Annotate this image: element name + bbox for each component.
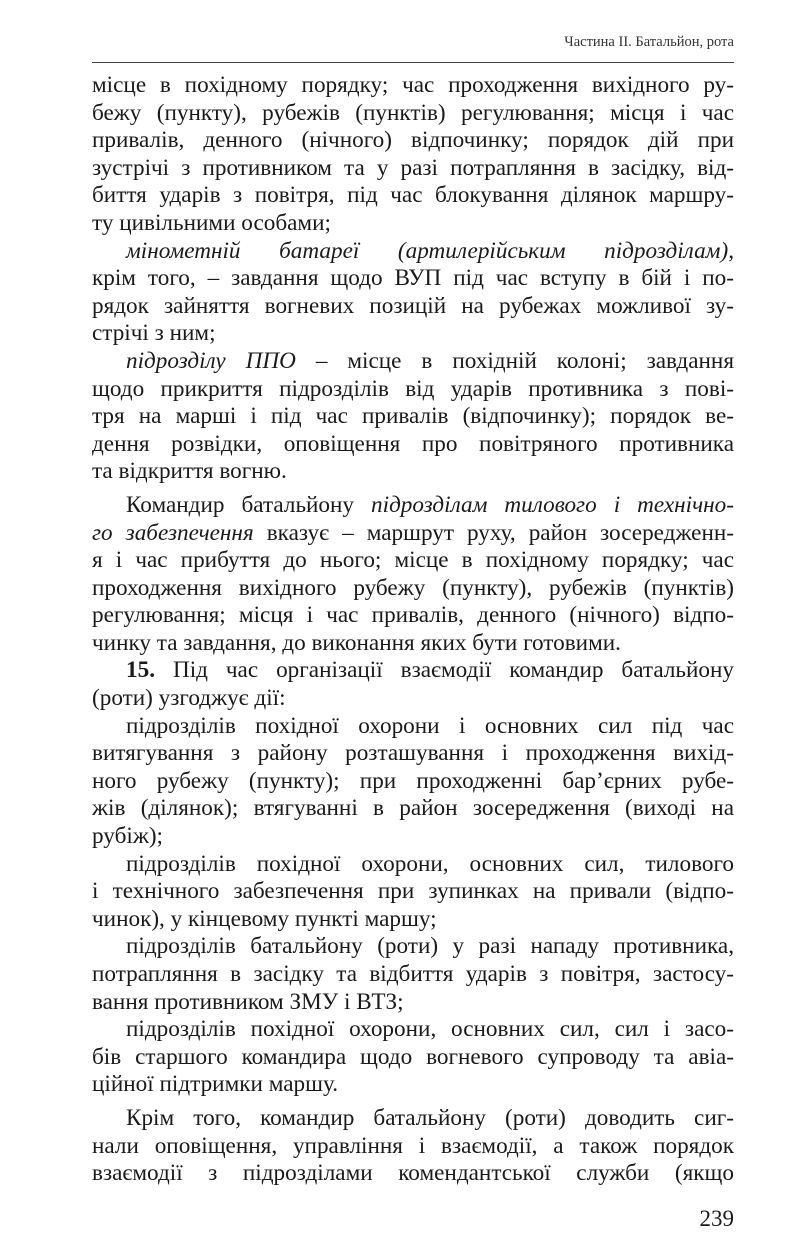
text-line: взаємодії з підрозділами комендантської служби (якщо: [92, 1160, 734, 1187]
text-line: жів (ділянок); втягуванні в район зосередження (виході на: [92, 795, 734, 822]
body-text: [92, 72, 734, 1188]
italic-run: підрозділу ППО: [126, 347, 296, 374]
text-line: рядок зайняття вогневих позицій на рубежах можливої зу-: [92, 292, 734, 319]
text-line: стрічі з ним;: [92, 320, 216, 347]
text-line: я і час прибуття до нього; місце в похідному порядку; час: [92, 547, 734, 574]
italic-run: мінометній батареї (артилерійським підрозділам),: [126, 237, 734, 264]
text-run: Під час організації взаємодії командир батальйону: [154, 657, 734, 684]
text-line: ту цивільними особами;: [92, 209, 331, 236]
text-line: чинок), у кінцевому пункті маршу;: [92, 905, 437, 932]
text-line: (роти) узгоджує дії:: [92, 685, 286, 712]
text-line: [92, 238, 734, 266]
header-rule: [92, 62, 734, 63]
text-line: [92, 492, 734, 520]
text-line: [92, 657, 734, 685]
text-line: бежу (пункту), рубежів (пунктів) регулювання; місця і час: [92, 99, 734, 126]
text-line: щодо прикриття підрозділів від ударів противника з пові-: [92, 375, 734, 402]
page-number: 239: [699, 1206, 734, 1231]
text-line: проходження вихідного рубежу (пункту), рубежів (пунктів): [92, 574, 734, 601]
text-line: биття ударів з повітря, під час блокування ділянок маршру-: [92, 182, 734, 209]
text-line: та відкриття вогню.: [92, 458, 287, 485]
text-line: [92, 348, 734, 376]
text-line: підрозділів похідної охорони і основних сил під час: [126, 712, 734, 739]
text-line: підрозділів похідної охорони, основних сил, сил і засо-: [126, 1016, 734, 1043]
text-line: потрапляння в засідку та відбиття ударів з повітря, застосу-: [92, 961, 734, 987]
text-line: витягування з району розташування і проходження вихід-: [92, 740, 734, 767]
text-line: Крім того, командир батальйону (роти) доводить сиг-: [126, 1104, 734, 1131]
text-line: ційної підтримки маршу.: [92, 1071, 339, 1098]
text-line: крім того, – завдання щодо ВУП під час вступу в бій і по-: [92, 265, 734, 292]
text-line: місце в похідному порядку; час проходження вихідного ру-: [92, 72, 734, 98]
text-line: регулювання; місця і час привалів, денного (нічного) відпо-: [92, 602, 734, 629]
text-line: і технічного забезпечення при зупинках на привали (відпо-: [92, 878, 734, 905]
text-run: – місце в похідній колоні; завдання: [295, 347, 734, 374]
text-line: підрозділів похідної охорони, основних сил, тилового: [126, 850, 734, 877]
text-line: тря на марші і під час привалів (відпочинку); порядок ве-: [92, 403, 734, 430]
text-run: вказує – маршрут руху, район зосередженн-: [253, 519, 734, 546]
italic-run: го забезпечення: [92, 519, 254, 546]
running-header: Частина ІІ. Батальйон, рота: [564, 34, 734, 50]
text-line: привалів, денного (нічного) відпочинку; порядок дій при: [92, 127, 734, 154]
section-number: 15.: [126, 657, 155, 684]
text-line: чинку та завдання, до виконання яких бути готовими.: [92, 629, 621, 656]
text-line: дення розвідки, оповіщення про повітряного противника: [92, 430, 734, 457]
text-line: вання противником ЗМУ і ВТЗ;: [92, 988, 404, 1015]
text-line: нали оповіщення, управління і взаємодії, а також порядок: [92, 1132, 734, 1159]
text-line: зустрічі з противником та у разі потрапляння в засідку, від-: [92, 154, 734, 181]
text-line: [92, 520, 734, 548]
text-line: підрозділів батальйону (роти) у разі нападу противника,: [126, 933, 734, 960]
text-line: рубіж);: [92, 823, 164, 850]
text-line: бів старшого командира щодо вогневого супроводу та авіа-: [92, 1043, 734, 1070]
italic-run: підрозділам тилового і технічно-: [371, 491, 734, 518]
text-run: Командир батальйону: [126, 491, 372, 518]
text-line: ного рубежу (пункту); при проходженні бар’єрних рубе-: [92, 767, 734, 794]
